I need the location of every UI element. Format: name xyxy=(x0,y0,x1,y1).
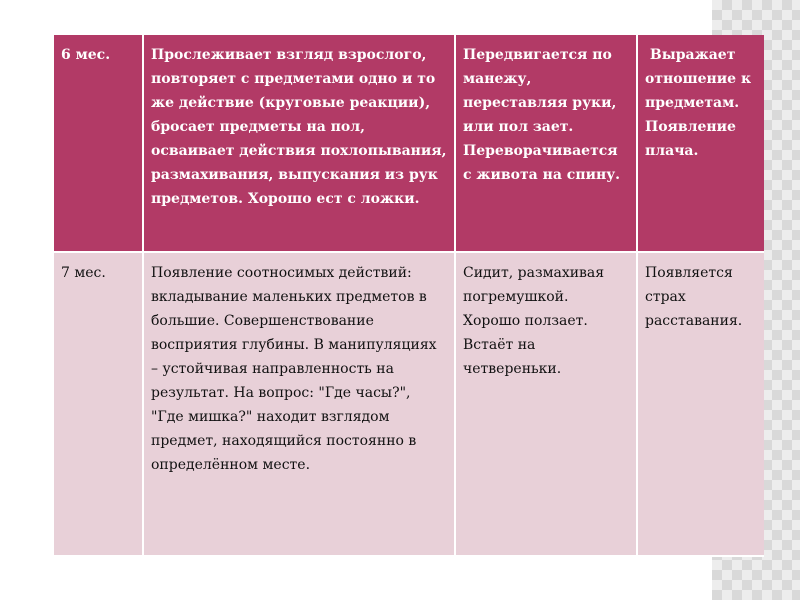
table-cell-cognitive: Появление соотносимых действий: вкладывание маленьких предметов в большие. Совершенствование восприятия глубины. В манипуляциях – устойчивая направленность на результат. На вопрос: "Где часы?", "Где мишка?" находит взглядом предмет, находящийся постоянно в определённом месте. xyxy=(144,253,456,557)
table-cell-social: Появляется страх расставания. xyxy=(638,253,764,557)
table-cell-cognitive: Прослеживает взгляд взрослого, повторяет с предметами одно и то же действие (круговые реакции), бросает предметы на пол, осваивает действия похлопывания, размахивания, выпускания из рук предметов. Хорошо ест с ложки. xyxy=(144,35,456,253)
table-cell-social: Выражает отношение к предметам. Появление плача. xyxy=(638,35,764,253)
development-table xyxy=(54,35,764,557)
table-cell-age: 7 мес. xyxy=(54,253,144,557)
table-cell-age: 6 мес. xyxy=(54,35,144,253)
table-cell-motor: Сидит, размахивая погремушкой. Хорошо ползает. Встаёт на четвереньки. xyxy=(456,253,638,557)
table-cell-motor: Передвигается по манежу, переставляя руки, или пол зает. Переворачивается с живота на спину. xyxy=(456,35,638,253)
